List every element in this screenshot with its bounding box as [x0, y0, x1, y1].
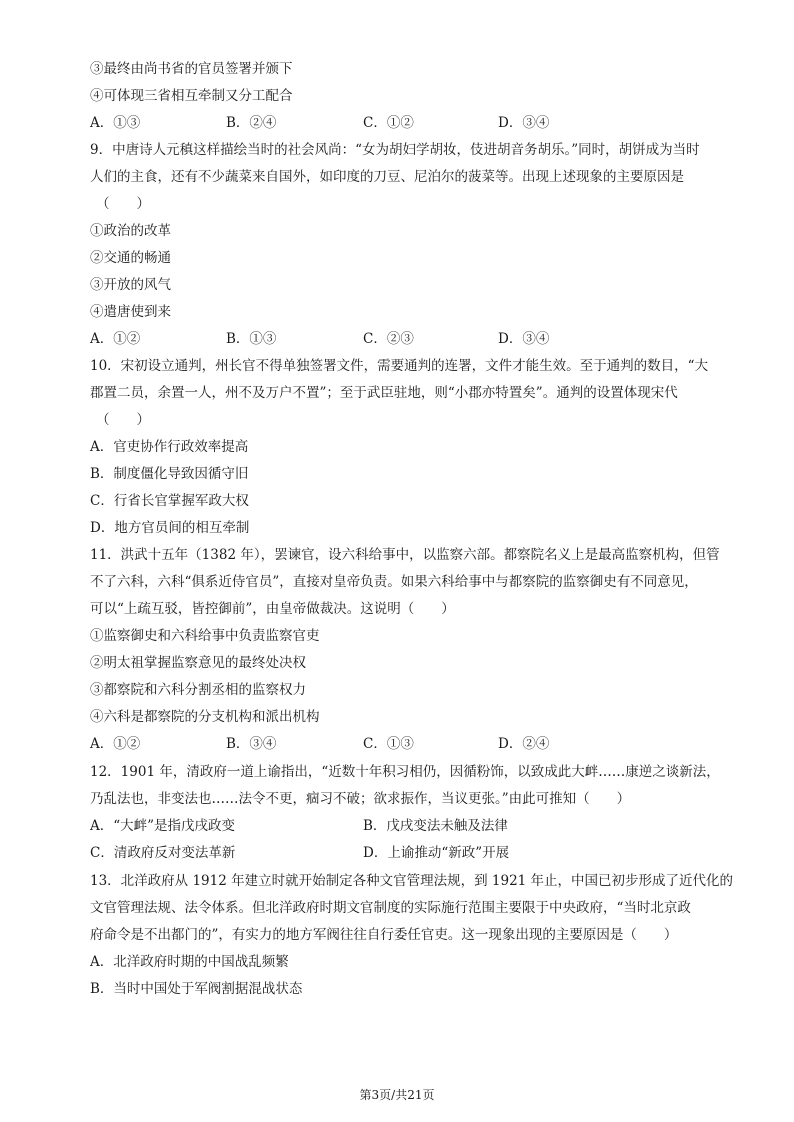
q9-option-c: C．②③	[363, 331, 414, 347]
q13-stem-line-3: 府命令是不出都门的”，有实力的地方军阀往往自行委任官吏。这一现象出现的主要原因是（ ）	[90, 927, 678, 943]
q13-stem-line-2: 文官管理法规、法令体系。但北洋政府时期文官制度的实际施行范围主要限于中央政府，“当时北京政	[90, 900, 691, 916]
q11-item-4: ④六科是都察院的分支机构和派出机构	[90, 709, 320, 725]
q11-item-2: ②明太祖掌握监察意见的最终处决权	[90, 655, 306, 671]
q9-option-d: D．③④	[498, 331, 550, 347]
q8-item-3: ③最终由尚书省的官员签署并颁下	[90, 61, 293, 77]
q12-option-a: A．“大衅”是指戊戌政变	[90, 818, 236, 834]
q8-option-c: C．①②	[363, 115, 414, 131]
q10-stem-line-1: 10．宋初设立通判，州长官不得单独签署文件，需要通判的连署，文件才能生效。至于通判的数目，“大	[90, 358, 709, 374]
q11-option-a: A．①②	[90, 736, 141, 752]
q11-stem-line-3: 可以“上疏互驳，皆控御前”，由皇帝做裁决。这说明（ ）	[90, 601, 455, 617]
page-number-footer: 第3页/共21页	[359, 1088, 435, 1102]
q13-option-b: B．当时中国处于军阀割据混战状态	[90, 981, 303, 997]
q9-item-4: ④遣唐使到来	[90, 304, 171, 320]
q12-stem-line-1: 12．1901 年，清政府一道上谕指出，“近数十年积习相仍，因循粉饰，以致成此大衅……康逆之谈新法，	[90, 764, 720, 780]
q12-option-b: B．戊戌变法未触及法律	[363, 818, 508, 834]
q10-option-b: B．制度僵化导致因循守旧	[90, 466, 249, 482]
q11-option-c: C．①③	[363, 736, 414, 752]
q11-stem-line-1: 11．洪武十五年（1382 年），罢谏官，设六科给事中，以监察六部。都察院名义上是最高监察机构，但管	[90, 547, 720, 563]
q10-option-d: D．地方官员间的相互牵制	[90, 520, 250, 536]
q11-option-b: B．③④	[226, 736, 277, 752]
q9-item-2: ②交通的畅通	[90, 250, 171, 266]
q13-stem-line-1: 13．北洋政府从 1912 年建立时就开始制定各种文官管理法规，到 1921 年止，中国已初步形成了近代化的	[90, 873, 734, 889]
q11-option-d: D．②④	[498, 736, 550, 752]
q9-stem-line-2: 人们的主食，还有不少蔬菜来自国外，如印度的刀豆、尼泊尔的菠菜等。出现上述现象的主要原因是	[90, 169, 684, 185]
q11-stem-line-2: 不了六科，六科“俱系近侍官员”，直接对皇帝负责。如果六科给事中与都察院的监察御史有不同意见，	[90, 574, 698, 590]
q12-option-c: C．清政府反对变法革新	[90, 845, 236, 861]
q13-option-a: A．北洋政府时期的中国战乱频繁	[90, 954, 289, 970]
q8-item-4: ④可体现三省相互牵制又分工配合	[90, 88, 293, 104]
q8-option-b: B．②④	[226, 115, 277, 131]
q10-answer-blank: （ ）	[96, 412, 150, 428]
q9-option-a: A．①②	[90, 331, 141, 347]
q9-item-1: ①政治的改革	[90, 223, 171, 239]
q8-option-d: D．③④	[498, 115, 550, 131]
q11-item-1: ①监察御史和六科给事中负责监察官吏	[90, 628, 320, 644]
q10-stem-line-2: 郡置二员，余置一人，州不及万户不置”；至于武臣驻地，则“小郡亦特置矣”。通判的设置体现宋代	[90, 385, 678, 401]
q9-item-3: ③开放的风气	[90, 277, 171, 293]
q9-answer-blank: （ ）	[96, 196, 150, 212]
q9-stem-line-1: 9．中唐诗人元稹这样描绘当时的社会风尚：“女为胡妇学胡妆，伎进胡音务胡乐。”同时，胡饼成为当时	[90, 142, 700, 158]
q10-option-a: A．官吏协作行政效率提高	[90, 439, 249, 455]
q11-item-3: ③都察院和六科分割丞相的监察权力	[90, 682, 306, 698]
q9-option-b: B．①③	[226, 331, 277, 347]
q8-option-a: A．①③	[90, 115, 141, 131]
q12-stem-line-2: 乃乱法也，非变法也……法令不更，痼习不破；欲求振作，当议更张。”由此可推知（ ）	[90, 791, 631, 807]
q10-option-c: C．行省长官掌握军政大权	[90, 493, 249, 509]
q12-option-d: D．上谕推动“新政”开展	[363, 845, 510, 861]
